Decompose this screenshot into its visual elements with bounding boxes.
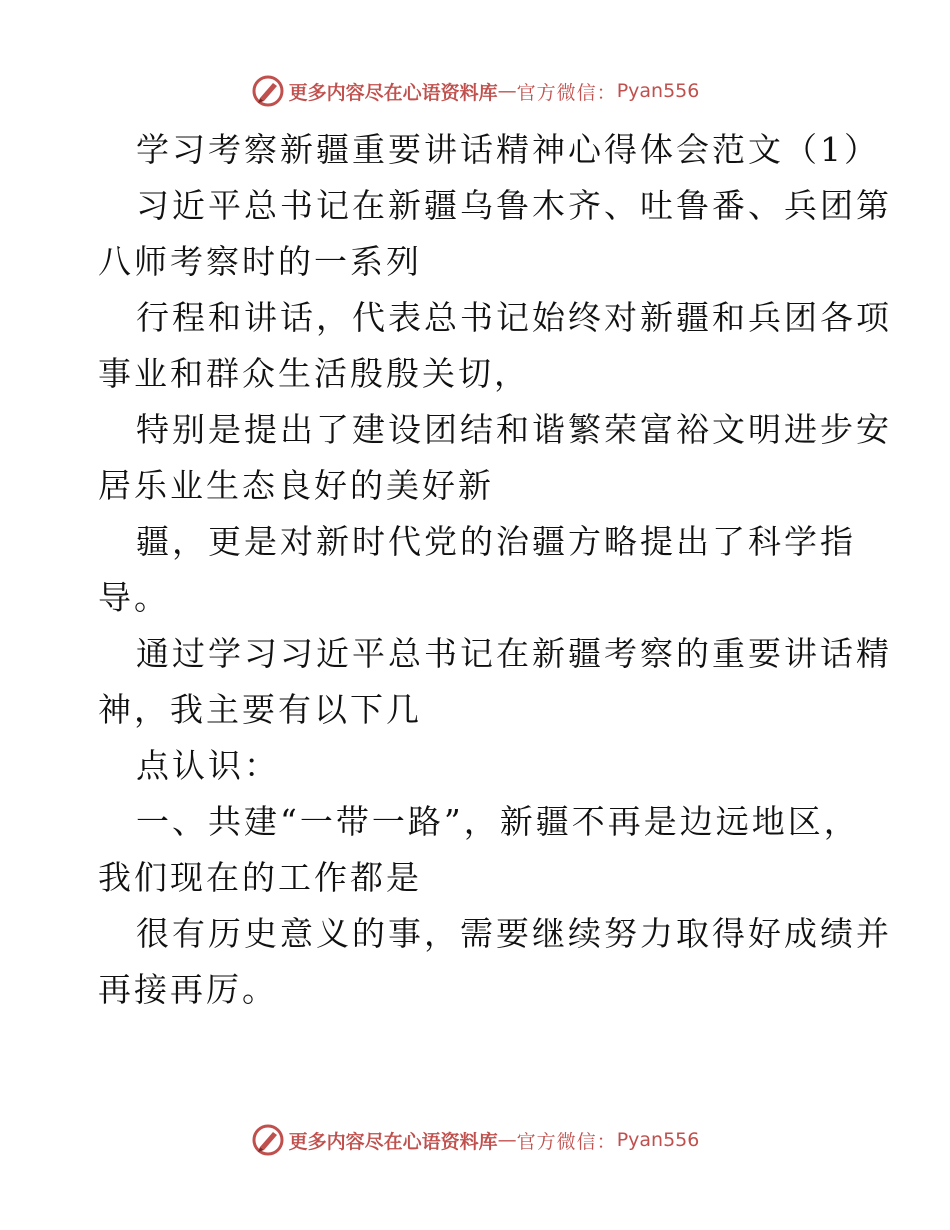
paragraph-3 bbox=[98, 402, 892, 514]
paragraph-6 bbox=[98, 738, 858, 794]
paragraph-2 bbox=[98, 290, 892, 402]
paragraph-line: 习近平总书记在新疆乌鲁木齐、吐鲁番、兵团第 bbox=[136, 186, 892, 225]
pen-circle-logo-icon bbox=[251, 1123, 285, 1157]
wechat-handle: Pyan556 bbox=[616, 1129, 700, 1151]
document-title: 学习考察新疆重要讲话精神心得体会范文（1） bbox=[136, 130, 880, 169]
paragraph-line: 神，我主要有以下几 bbox=[98, 690, 422, 729]
paragraph-7 bbox=[98, 794, 858, 906]
paragraph-5 bbox=[98, 626, 892, 738]
banner-separator: — bbox=[497, 80, 517, 102]
paragraph-line: 特别是提出了建设团结和谐繁荣富裕文明进步安 bbox=[136, 410, 892, 449]
paragraph-line: 居乐业生态良好的美好新 bbox=[98, 466, 494, 505]
paragraph-line: 疆，更是对新时代党的治疆方略提出了科学指 bbox=[136, 522, 856, 561]
paragraph-line: 一、共建“一带一路”，新疆不再是边远地区， bbox=[136, 802, 860, 841]
site-name: 更多内容尽在心语资料库 bbox=[288, 1130, 498, 1153]
header-banner bbox=[0, 71, 950, 111]
paragraph-8 bbox=[98, 906, 892, 1018]
pen-circle-logo-icon bbox=[251, 74, 285, 108]
wechat-handle: Pyan556 bbox=[616, 80, 700, 102]
banner-separator: — bbox=[497, 1129, 517, 1151]
wechat-label: 官方微信： bbox=[516, 81, 617, 104]
footer-banner bbox=[0, 1120, 950, 1160]
paragraph-4 bbox=[98, 514, 858, 626]
wechat-label: 官方微信： bbox=[516, 1130, 617, 1153]
paragraph-line: 行程和讲话，代表总书记始终对新疆和兵团各项 bbox=[136, 298, 892, 337]
document-body bbox=[98, 122, 892, 1018]
paragraph-line: 事业和群众生活殷殷关切， bbox=[98, 354, 530, 393]
site-name: 更多内容尽在心语资料库 bbox=[288, 81, 498, 104]
paragraph-line: 点认识： bbox=[136, 746, 280, 785]
paragraph-line: 我们现在的工作都是 bbox=[98, 858, 422, 897]
paragraph-1 bbox=[98, 178, 892, 290]
paragraph-line: 再接再厉。 bbox=[98, 970, 278, 1009]
paragraph-line: 八师考察时的一系列 bbox=[98, 242, 422, 281]
paragraph-line: 导。 bbox=[98, 578, 170, 617]
paragraph-line: 通过学习习近平总书记在新疆考察的重要讲话精 bbox=[136, 634, 892, 673]
paragraph-line: 很有历史意义的事，需要继续努力取得好成绩并 bbox=[136, 914, 892, 953]
